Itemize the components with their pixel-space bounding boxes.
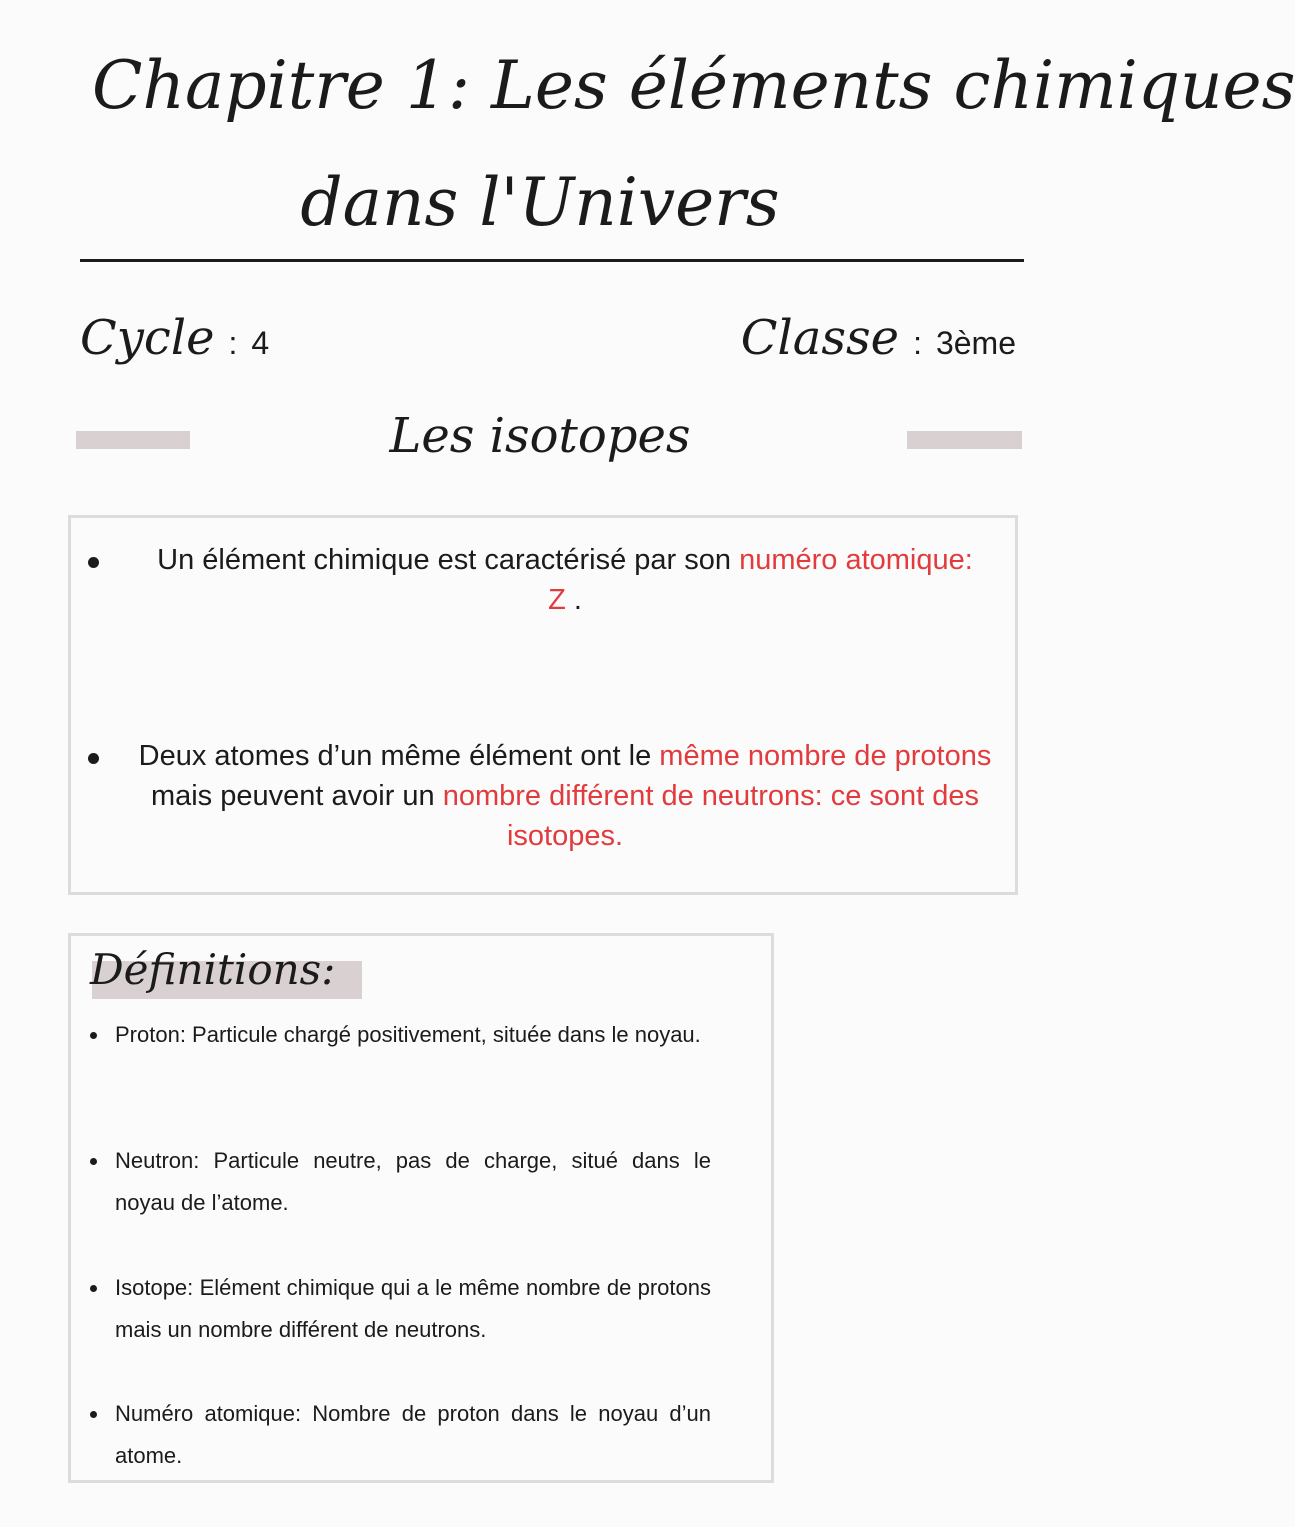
definition-isotope: Isotope: Elément chimique qui a le même nombre de protons mais un nombre différent de neutrons.: [115, 1275, 711, 1342]
definitions-title: Définitions:: [90, 945, 336, 994]
title-divider: [80, 259, 1024, 262]
key-point-2-text-middle: mais peuvent avoir un: [150, 780, 443, 812]
definition-bullet: [90, 1285, 97, 1292]
chapter-title-line1: Chapitre 1: Les éléments chimiques: [92, 47, 1295, 124]
classe-value: 3ème: [935, 325, 1016, 361]
key-point-1: [150, 540, 980, 620]
key-point-2-text: Deux atomes d’un même élément ont le: [138, 740, 660, 772]
key-point-1-text: Un élément chimique est caractérisé par son: [157, 544, 740, 576]
key-point-2-highlight-neutrons: nombre différent de neutrons: ce sont des isotopes.: [442, 780, 980, 852]
key-point-2-highlight-protons: même nombre de protons: [659, 740, 992, 772]
definition-proton: Proton: Particule chargé positivement, située dans le noyau.: [115, 1022, 701, 1047]
cycle-label: Cycle: [80, 310, 215, 366]
definition-bullet: [90, 1158, 97, 1165]
key-point-1-end: .: [565, 584, 582, 616]
key-point-1-highlight: numéro atomique: Z: [548, 544, 973, 616]
key-point-bullet: [88, 753, 99, 764]
chapter-title-line2: dans l'Univers: [300, 164, 780, 241]
classe-label: Classe: [740, 310, 900, 366]
section-bar-right: [907, 431, 1022, 449]
section-title: Les isotopes: [389, 408, 691, 464]
key-point-bullet: [88, 557, 99, 568]
key-point-2: [118, 736, 1012, 856]
definition-numero-atomique: Numéro atomique: Nombre de proton dans le noyau d’un atome.: [115, 1401, 711, 1468]
cycle-colon: :: [228, 325, 238, 361]
definition-bullet: [90, 1032, 97, 1039]
cycle-value: 4: [251, 325, 270, 361]
definition-neutron: Neutron: Particule neutre, pas de charge, situé dans le noyau de l’atome.: [115, 1148, 711, 1215]
classe-colon: :: [913, 325, 922, 361]
classe-field: [741, 310, 1016, 366]
cycle-field: [80, 310, 269, 366]
definition-bullet: [90, 1411, 97, 1418]
